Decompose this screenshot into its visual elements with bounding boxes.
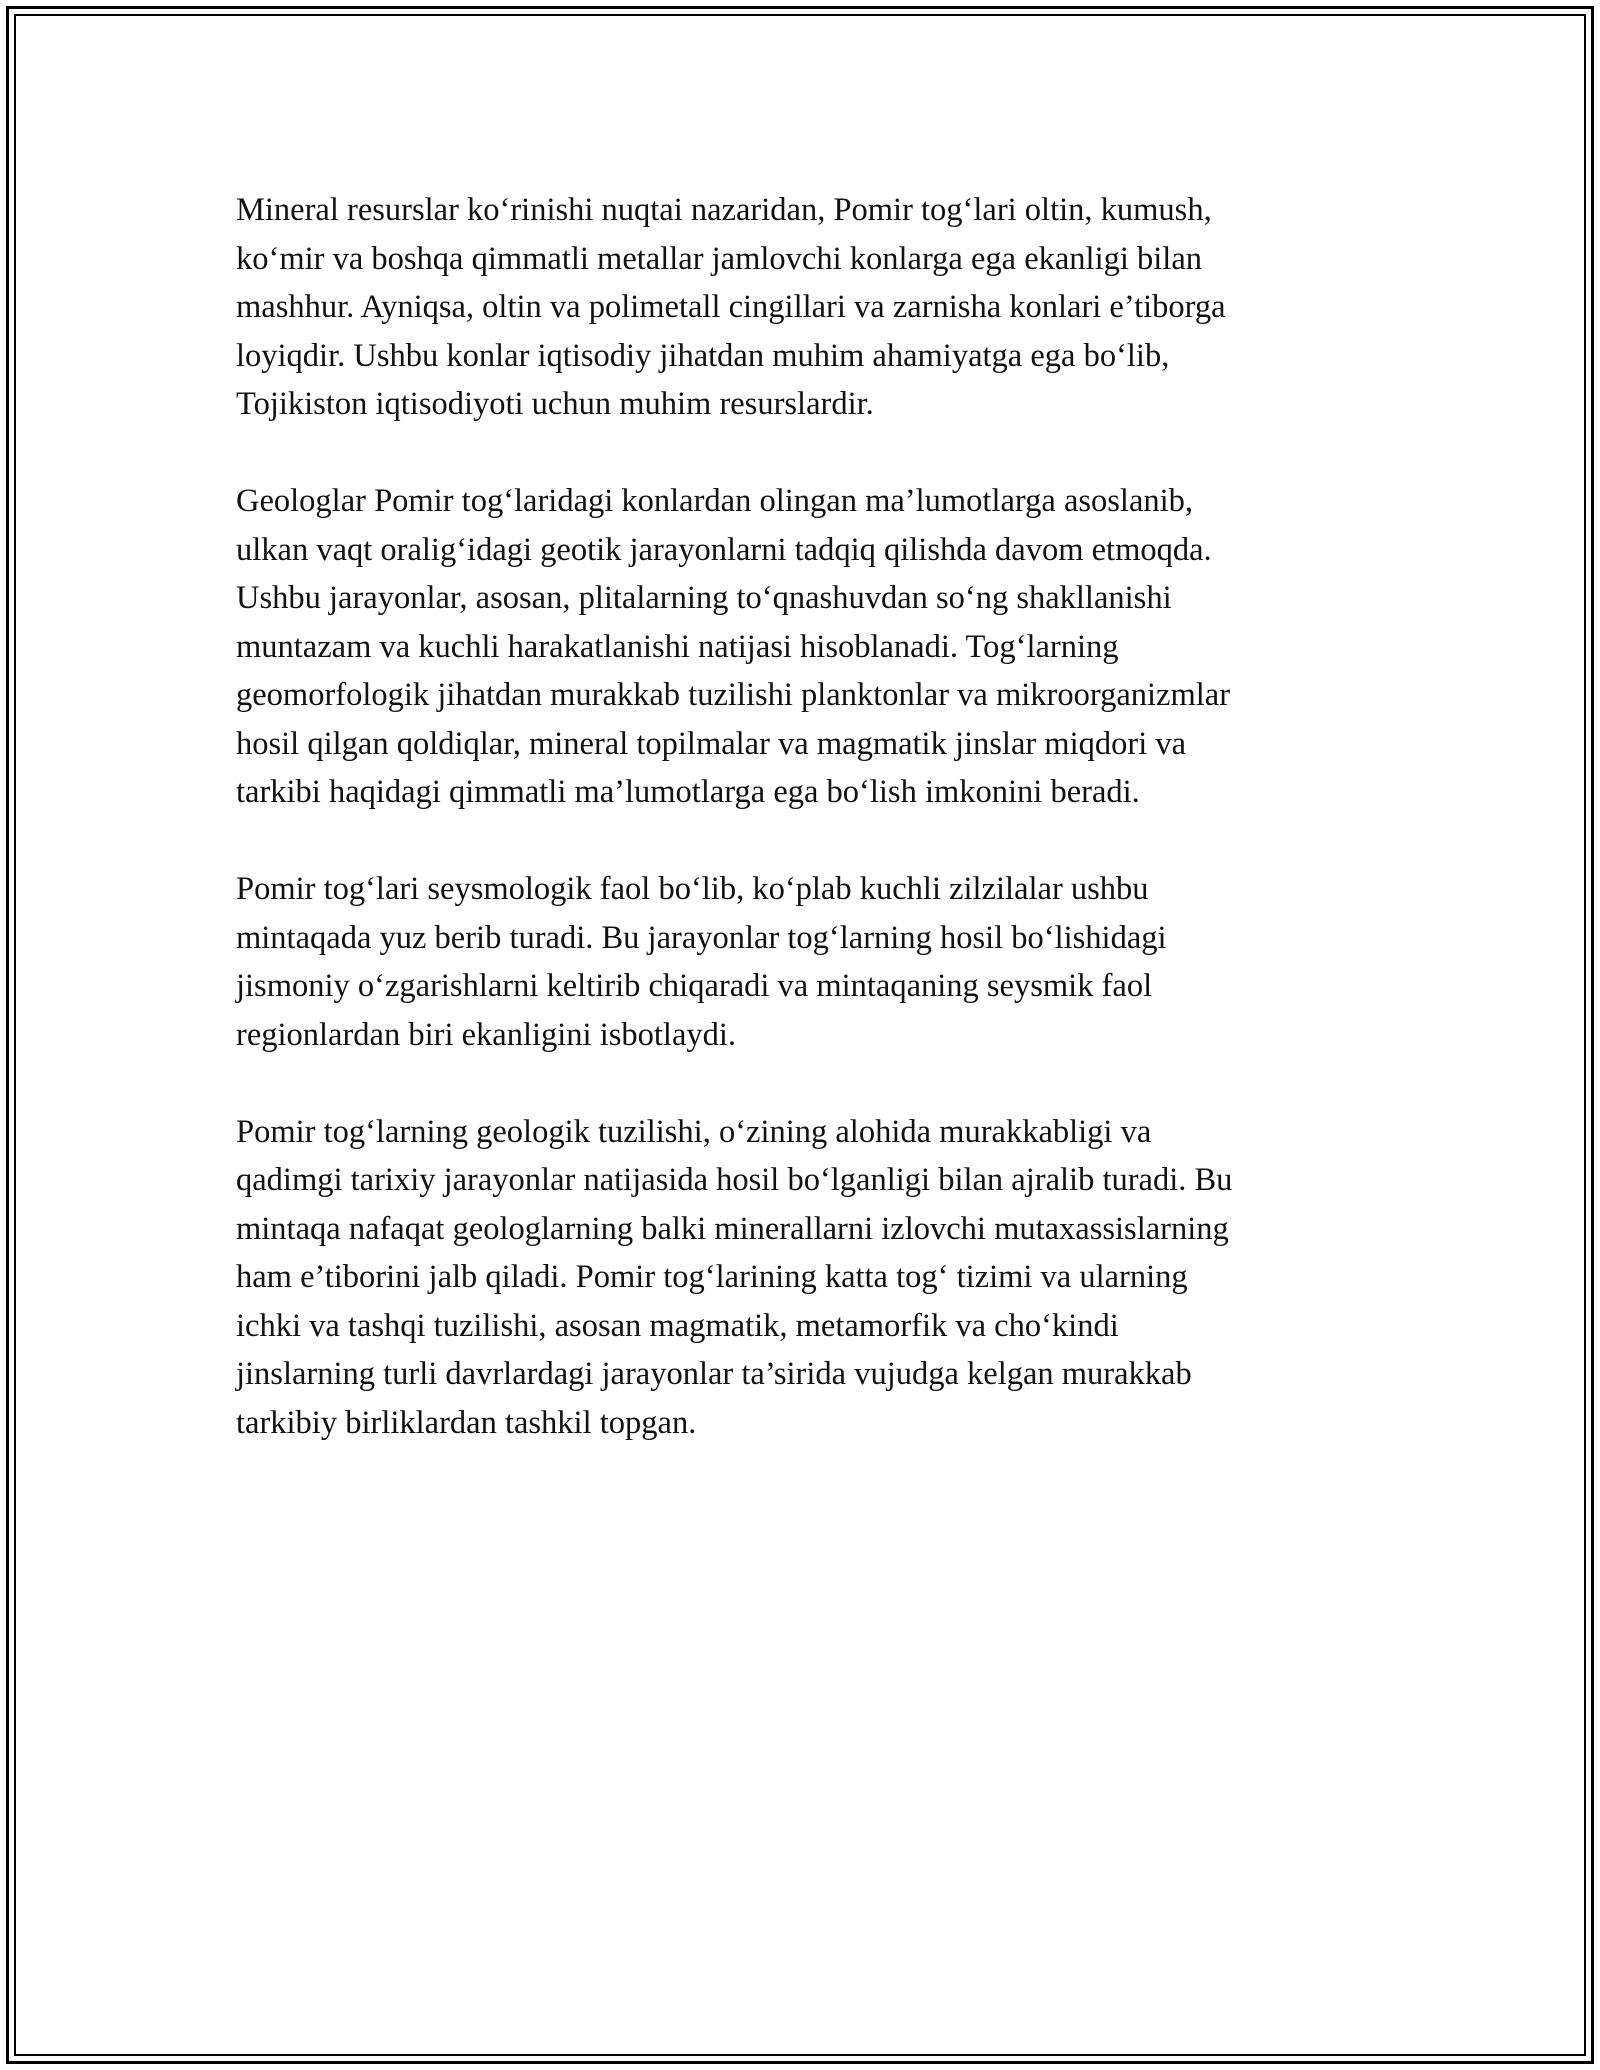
text-line: tarkibiy birliklardan tashkil topgan. (236, 1404, 697, 1441)
text-line: qadimgi tarixiy jarayonlar natijasida hosil bo‘lganligi bilan ajralib turadi. Bu (236, 1162, 1233, 1198)
paragraph-seismology (236, 865, 1386, 1059)
text-line: jinslarning turli davrlardagi jarayonlar ta’sirida vujudga kelgan murakkab (236, 1356, 1192, 1392)
text-line: mintaqada yuz berib turadi. Bu jarayonlar tog‘larning hosil bo‘lishidagi (236, 919, 1167, 956)
text-line: regionlardan biri ekanligini isbotlaydi. (236, 1016, 737, 1053)
paragraph-geological-structure (236, 1108, 1386, 1448)
text-line: geomorfologik jihatdan murakkab tuzilishi planktonlar va mikroorganizmlar (236, 677, 1231, 713)
text-line: Pomir tog‘lari seysmologik faol bo‘lib, ko‘plab kuchli zilzilalar ushbu (236, 871, 1149, 907)
text-line: Pomir tog‘larning geologik tuzilishi, o‘zining alohida murakkabligi va (236, 1113, 1152, 1150)
text-line: ichki va tashqi tuzilishi, asosan magmatik, metamorfik va cho‘kindi (236, 1307, 1119, 1344)
text-line: jismoniy o‘zgarishlarni keltirib chiqaradi va mintaqaning seysmik faol (236, 968, 1153, 1004)
text-line: ko‘mir va boshqa qimmatli metallar jamlovchi konlarga ega ekanligi bilan (236, 240, 1203, 277)
text-line: Tojikiston iqtisodiyoti uchun muhim resurslardir. (236, 386, 874, 422)
text-line: Mineral resurslar ko‘rinishi nuqtai nazaridan, Pomir tog‘lari oltin, kumush, (236, 192, 1212, 228)
text-line: mashhur. Ayniqsa, oltin va polimetall cingillari va zarnisha konlari e’tiborga (236, 289, 1226, 325)
text-line: tarkibi haqidagi qimmatli ma’lumotlarga ega bo‘lish imkonini beradi. (236, 774, 1140, 810)
text-line: Geologlar Pomir tog‘laridagi konlardan olingan ma’lumotlarga asoslanib, (236, 483, 1194, 519)
text-line: muntazam va kuchli harakatlanishi natijasi hisoblanadi. Tog‘larning (236, 628, 1119, 665)
document-body (236, 186, 1386, 1496)
paragraph-geologists (236, 477, 1386, 817)
text-line: ham e’tiborini jalb qiladi. Pomir tog‘larining katta tog‘ tizimi va ularning (236, 1259, 1188, 1295)
paragraph-mineral-resources (236, 186, 1386, 429)
text-line: mintaqa nafaqat geologlarning balki minerallarni izlovchi mutaxassislarning (236, 1210, 1229, 1247)
text-line: ulkan vaqt oralig‘idagi geotik jarayonlarni tadqiq qilishda davom etmoqda. (236, 531, 1212, 568)
text-line: hosil qilgan qoldiqlar, mineral topilmalar va magmatik jinslar miqdori va (236, 725, 1187, 762)
text-line: Ushbu jarayonlar, asosan, plitalarning to‘qnashuvdan so‘ng shakllanishi (236, 580, 1172, 616)
text-line: loyiqdir. Ushbu konlar iqtisodiy jihatdan muhim ahamiyatga ega bo‘lib, (236, 337, 1170, 374)
